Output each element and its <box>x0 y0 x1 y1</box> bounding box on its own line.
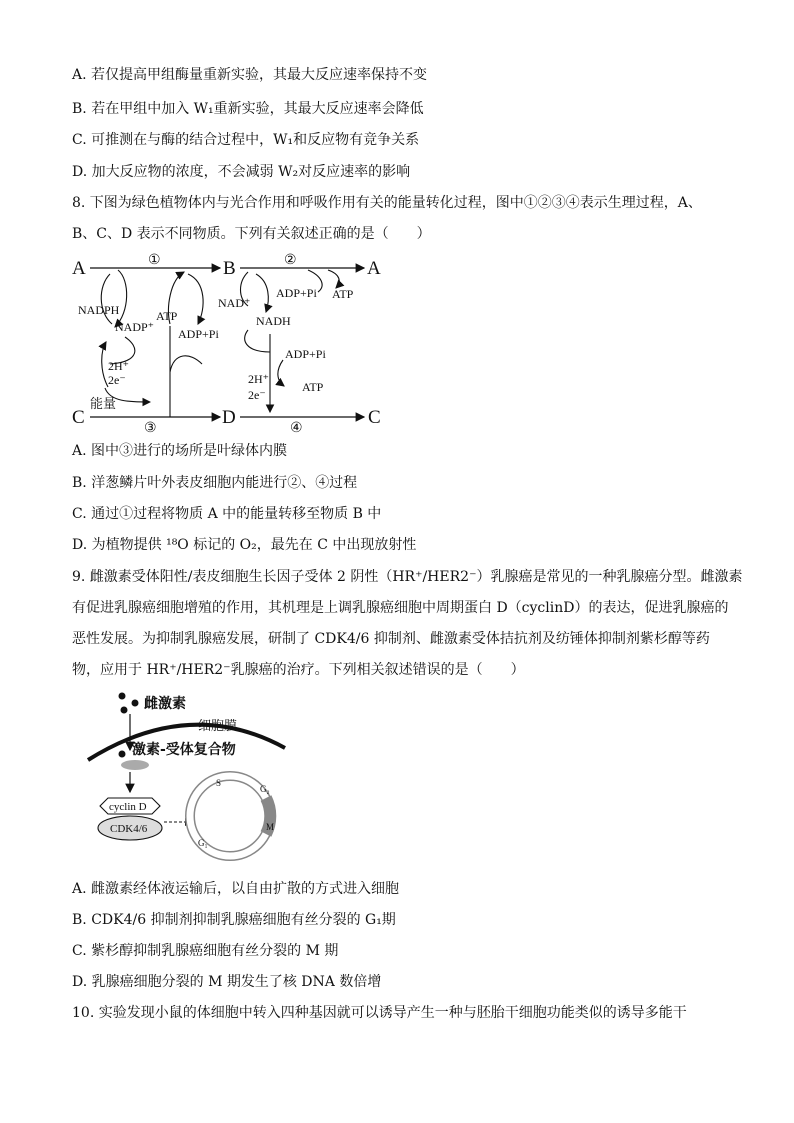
cdk-label: CDK4/6 <box>110 823 148 835</box>
phase-m-label: M <box>266 822 275 832</box>
e2-label-right: 2e⁻ <box>248 388 266 402</box>
nadp-label: NADP⁺ <box>115 320 155 334</box>
q7-option-d: D. 加大反应物的浓度，不会减弱 W₂对反应速率的影响 <box>72 164 411 180</box>
nadph-label: NADPH <box>78 303 120 317</box>
cyclin-d-label: cyclin D <box>109 801 147 813</box>
q9-option-a: A. 雌激素经体液运输后，以自由扩散的方式进入细胞 <box>72 881 400 897</box>
q7-option-a: A. 若仅提高甲组酶量重新实验，其最大反应速率保持不变 <box>72 67 428 83</box>
estrogen-signaling-diagram <box>80 688 310 863</box>
label-a-left: A <box>72 258 86 279</box>
nad-label: NAD⁺ <box>218 296 251 310</box>
estrogen-label: 雌激素 <box>144 696 186 712</box>
process-1-label: ① <box>148 253 161 268</box>
q9-stem-line4: 物，应用于 HR⁺/HER2⁻乳腺癌的治疗。下列相关叙述错误的是（ ） <box>72 662 525 678</box>
label-c-right: C <box>368 407 381 428</box>
label-a-right: A <box>367 258 381 279</box>
process-2-label: ② <box>284 253 297 268</box>
atp-label-top: ATP <box>332 287 354 301</box>
q9-stem-line3: 恶性发展。为抑制乳腺癌发展，研制了 CDK4/6 抑制剂、雌激素受体拮抗剂及纺锤体抑制剂紫杉醇等药 <box>72 631 710 647</box>
atp-label-left: ATP <box>156 309 178 323</box>
energy-label: 能量 <box>90 397 117 412</box>
h2-label-right: 2H⁺ <box>248 372 269 386</box>
q8-stem-line2: B、C、D 表示不同物质。下列有关叙述正确的是（ ） <box>72 226 431 242</box>
phase-g2-label: G₂ <box>260 784 270 794</box>
q9-option-c: C. 紫杉醇抑制乳腺癌细胞有丝分裂的 M 期 <box>72 943 339 959</box>
q7-option-c: C. 可推测在与酶的结合过程中，W₁和反应物有竞争关系 <box>72 132 420 148</box>
nadh-label: NADH <box>256 314 291 328</box>
q9-option-d: D. 乳腺癌细胞分裂的 M 期发生了核 DNA 数倍增 <box>72 974 382 990</box>
complex-label: 激素-受体复合物 <box>132 742 236 758</box>
q7-option-b: B. 若在甲组中加入 W₁重新实验，其最大反应速率会降低 <box>72 101 424 117</box>
membrane-label: 细胞膜 <box>198 719 238 734</box>
label-d: D <box>222 407 236 428</box>
q8-stem-line1: 8. 下图为绿色植物体内与光合作用和呼吸作用有关的能量转化过程，图中①②③④表示生理过程，A、 <box>72 195 702 211</box>
q8-option-d: D. 为植物提供 ¹⁸O 标记的 O₂，最先在 C 中出现放射性 <box>72 537 417 553</box>
q9-stem-line1: 9. 雌激素受体阳性/表皮细胞生长因子受体 2 阴性（HR⁺/HER2⁻）乳腺癌是常见的一种乳腺癌分型。雌激素 <box>72 569 743 585</box>
energy-conversion-diagram <box>70 252 400 436</box>
q9-stem-line2: 有促进乳腺癌细胞增殖的作用，其机理是上调乳腺癌细胞中周期蛋白 D（cyclinD）的表达，促进乳腺癌的 <box>72 600 729 616</box>
q10-stem-line1: 10. 实验发现小鼠的体细胞中转入四种基因就可以诱导产生一种与胚胎干细胞功能类似的诱导多能干 <box>72 1005 687 1021</box>
q8-option-a: A. 图中③进行的场所是叶绿体内膜 <box>72 443 288 459</box>
adppi-label-mid: ADP+Pi <box>285 347 326 361</box>
process-3-label: ③ <box>144 421 157 436</box>
adppi-label-left: ADP+Pi <box>178 327 219 341</box>
phase-s-label: S <box>216 778 222 788</box>
h2-label-left: 2H⁺ <box>108 359 129 373</box>
process-4-label: ④ <box>290 421 303 436</box>
q9-option-b: B. CDK4/6 抑制剂抑制乳腺癌细胞有丝分裂的 G₁期 <box>72 912 396 928</box>
label-c-left: C <box>72 407 85 428</box>
e2-label-left: 2e⁻ <box>108 373 126 387</box>
q8-option-b: B. 洋葱鳞片叶外表皮细胞内能进行②、④过程 <box>72 475 358 491</box>
label-b: B <box>223 258 236 279</box>
adppi-label-top: ADP+Pi <box>276 286 317 300</box>
phase-g1-label: G₁ <box>198 838 208 848</box>
q8-option-c: C. 通过①过程将物质 A 中的能量转移至物质 B 中 <box>72 506 382 522</box>
atp-label-mid: ATP <box>302 380 324 394</box>
